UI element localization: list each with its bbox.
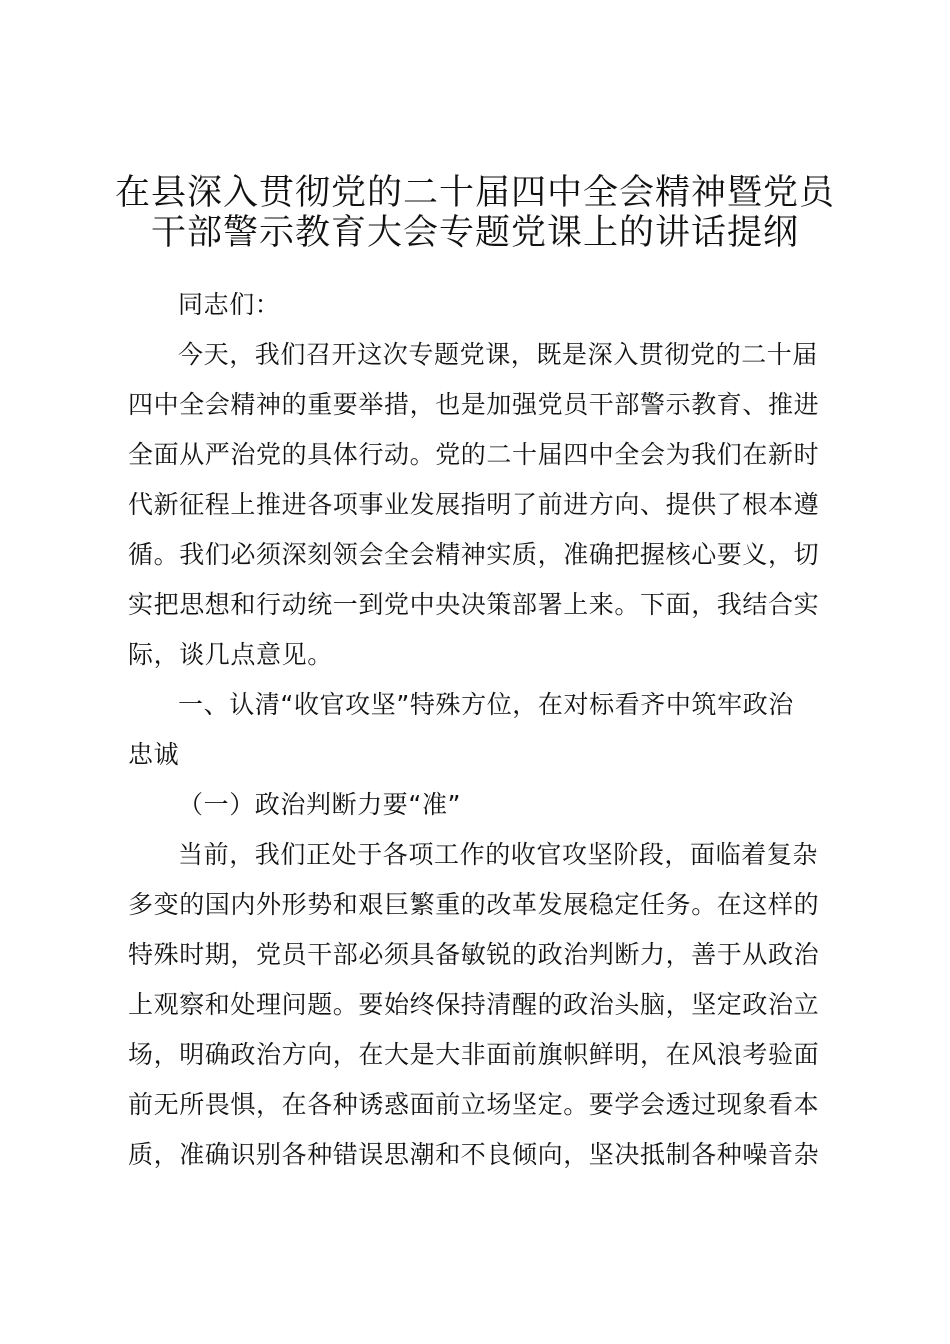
intro-line-7: 际，谈几点意见。 [128,640,333,669]
document-title-line-2: 干部警示教育大会专题党课上的讲话提纲 [150,213,799,253]
subsection-heading: （一）政治判断力要“准” [178,790,462,819]
document-body [128,280,838,1180]
section-heading-line-2: 忠诚 [128,740,180,769]
intro-line-3: 全面从严治党的具体行动。党的二十届四中全会为我们在新时 [128,440,820,469]
intro-line-4: 代新征程上推进各项事业发展指明了前进方向、提供了根本遵 [128,490,820,519]
body-line-5: 场，明确政治方向，在大是大非面前旗帜鲜明，在风浪考验面 [128,1040,820,1069]
intro-line-6: 实把思想和行动统一到党中央决策部署上来。下面，我结合实 [128,590,820,619]
body-line-7: 质，准确识别各种错误思潮和不良倾向，坚决抵制各种噪音杂 [128,1140,820,1169]
salutation: 同志们： [178,290,281,319]
section-heading-line-1: 一、认清“收官攻坚”特殊方位，在对标看齐中筑牢政治 [178,690,794,719]
body-line-3: 特殊时期，党员干部必须具备敏锐的政治判断力，善于从政治 [128,940,820,969]
body-line-4: 上观察和处理问题。要始终保持清醒的政治头脑，坚定政治立 [128,990,820,1019]
document-title-line-1: 在县深入贯彻党的二十届四中全会精神暨党员 [114,173,835,213]
intro-line-5: 循。我们必须深刻领会全会精神实质，准确把握核心要义，切 [128,540,820,569]
body-line-6: 前无所畏惧，在各种诱惑面前立场坚定。要学会透过现象看本 [128,1090,820,1119]
intro-line-1: 今天，我们召开这次专题党课，既是深入贯彻党的二十届 [178,340,819,369]
body-line-2: 多变的国内外形势和艰巨繁重的改革发展稳定任务。在这样的 [128,890,820,919]
body-line-1: 当前，我们正处于各项工作的收官攻坚阶段，面临着复杂 [178,840,819,869]
intro-line-2: 四中全会精神的重要举措，也是加强党员干部警示教育、推进 [128,390,820,419]
